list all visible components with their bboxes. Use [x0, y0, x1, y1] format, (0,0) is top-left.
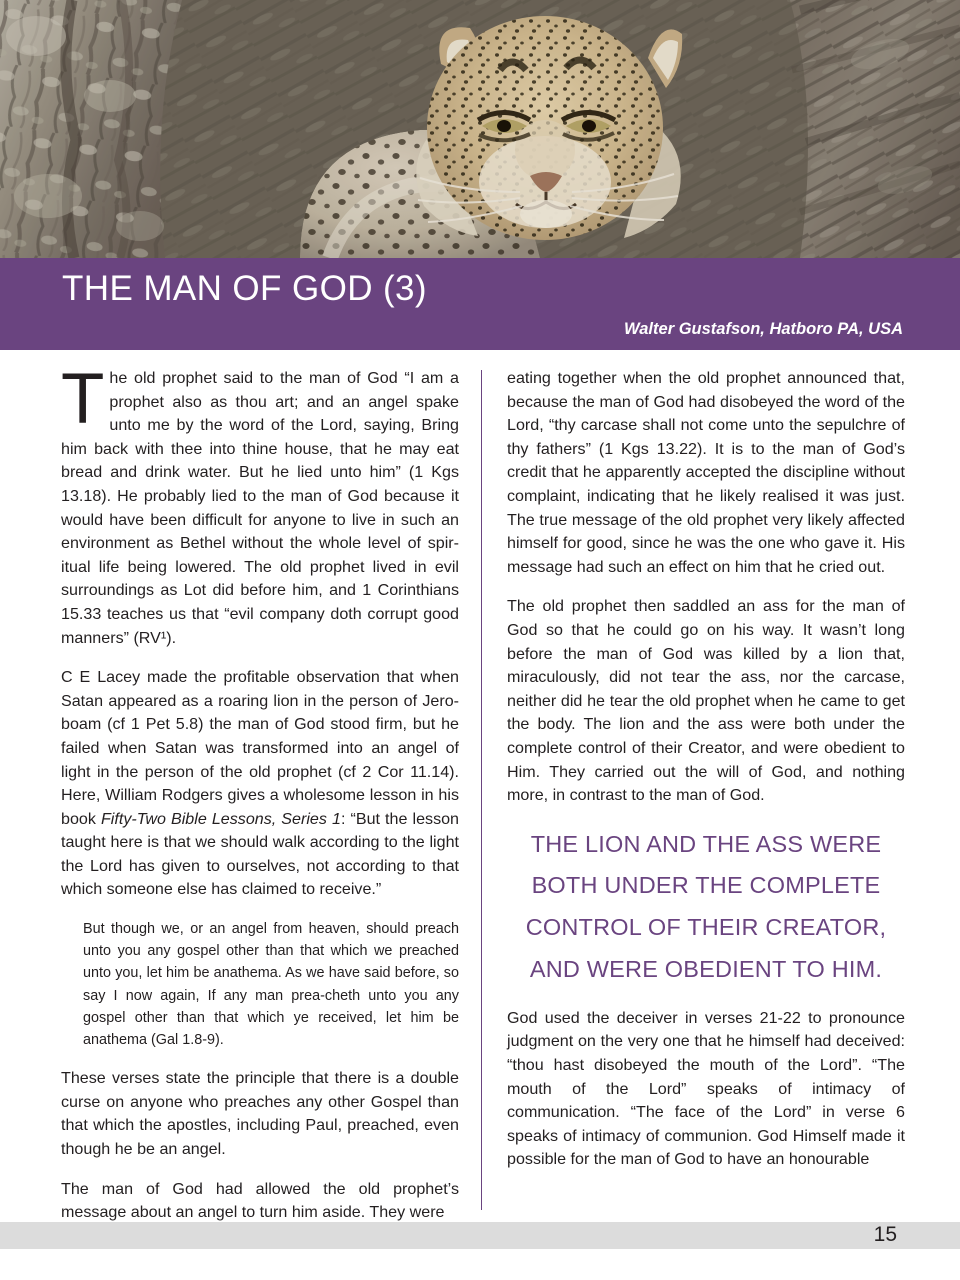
paragraph-intro [61, 360, 459, 650]
leopard-photo [0, 0, 960, 258]
paragraph-turn-aside: The man of God had allowed the old prophet’s message about an angel to turn him aside. They were [61, 1179, 459, 1222]
scripture-quote-text: But though we, or an angel from heaven, should preach unto you any gospel other than that which we preached unto you, let him be anathema. As we have said before, so say I now again, If any man prea-cheth unto you any gospel other than that which ye received, let him be anathema (Gal 1.8-9). [83, 921, 459, 1049]
paragraph-lacey-text-a: C E Lacey made the profitable observation that when Satan appeared as a roaring lion in the person of Jero-boam (cf 1 Pet 5.8) the man of God stood firm, but he failed when Satan was transformed into an angel of light in the person of the old prophet (cf 2 Cor 11.14). Here, William Rodgers gives a wholesome lesson in his book [61, 668, 459, 828]
drop-cap: T [61, 360, 105, 439]
page-title: THE MAN OF GOD (3) [62, 269, 427, 308]
footer-bar [0, 1222, 960, 1249]
article-body [0, 350, 960, 1222]
left-column [61, 360, 460, 1225]
pull-quote: THE LION AND THE ASS WERE BOTH UNDER THE COMPLETE CONTROL OF THEIR CREATOR, AND WERE OBEDIENT TO HIM. [525, 830, 887, 983]
column-divider [481, 370, 482, 1210]
author-byline: Walter Gustafson, Hatboro PA, USA [623, 320, 903, 338]
paragraph-lacey-text-b: : “But the lesson taught here is that we should walk according to the light the Lord has given to ourselves, not according to that which someone else has claimed to receive.” [61, 809, 460, 899]
article-header-band [0, 258, 960, 350]
right-column [507, 367, 905, 1172]
hero-photo [0, 0, 960, 258]
paragraph-double-curse: These verses state the principle that there is a double curse on anyone who preaches any other Gospel than that which the apostles, including Paul, preached, even though he be an angel. [61, 1069, 459, 1159]
paragraph-intro-text: he old prophet said to the man of God “I am a prophet also as thou art; and an angel spake unto me by the word of the Lord, saying, Bring him back with thee into thine house, that he may eat bread and drink water. But he lied unto him” (1 Kgs 13.18). He probably lied to the man of God because it would have been difficult for anyone to live in such an environment as Bethel without the whole level of spir-itual life being lowered. The old prophet lived in evil surroundings as Lot did before him, and 1 Corinthians 15.33 teaches us that “evil company doth corrupt good manners” (RV¹). [61, 369, 459, 647]
page-number: 15 [873, 1223, 897, 1246]
paragraph-eating-together: eating together when the old prophet announced that, because the man of God had disobeyed the word of the Lord, “thy carcase shall not come unto the sepulchre of thy fathers” (1 Kgs 13.22). It is to the man of God’s credit that he apparently accepted the discipline without complaint, indicating that he likely realised it was just. The true message of the old prophet very likely affected himself for good, since he was the one who gave it. His message had such an effect on him that he cried out. [507, 369, 905, 576]
book-title: Fifty-Two Bible Lessons, Series 1 [100, 809, 341, 828]
paragraph-deceiver: God used the deceiver in verses 21-22 to pronounce judgment on the very one that he himself had deceived: “thou hast disobeyed the mouth of the Lord”. “The mouth of the Lord” speaks of intimacy of communication. “The face of the Lord” in verse 6 speaks of intimacy of communion. God Himself made it possible for the man of God to have an honourable [507, 1008, 905, 1169]
paragraph-saddled-ass: The old prophet then saddled an ass for the man of God so that he could go on his way. It wasn’t long before the man of God was killed by a lion that, miraculously, did not tear the ass, nor the carcase, neither did he tear the old prophet when he came to get the body. The lion and the ass were both under the complete control of their Creator, and were obedient to Him. They carried out the will of God, and nothing more, in contrast to the man of God. [507, 597, 905, 805]
scripture-quote-block [61, 918, 459, 1051]
paragraph-lacey [61, 666, 459, 902]
